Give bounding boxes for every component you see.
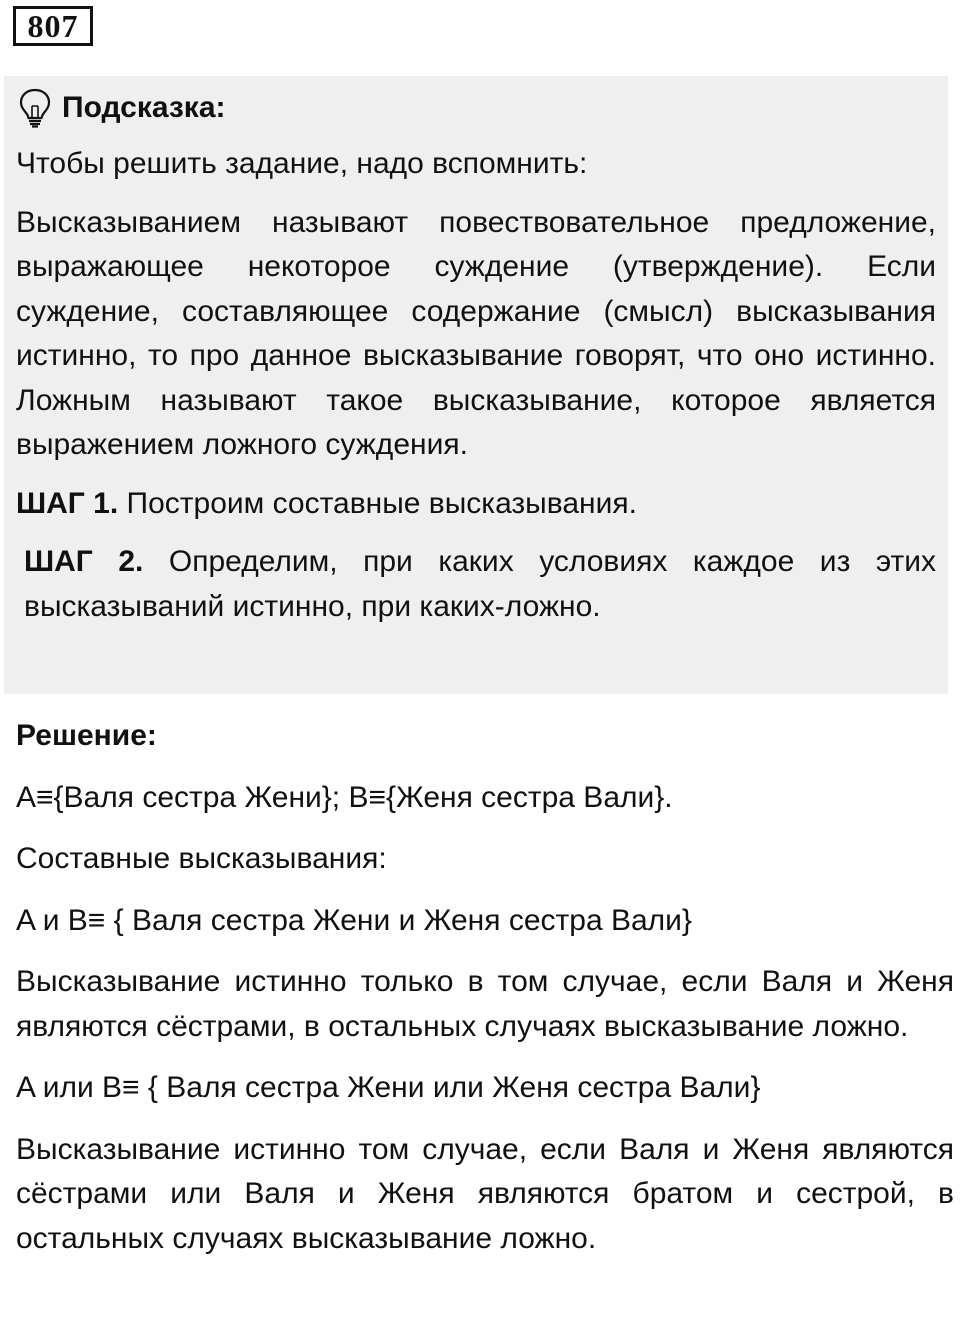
lightbulb-icon	[18, 88, 52, 128]
solution-definitions: A≡{Валя сестра Жени}; B≡{Женя сестра Вали}.	[16, 780, 673, 814]
step-1-text: Построим составные высказывания.	[118, 486, 637, 520]
step-1-label: ШАГ 1.	[16, 486, 119, 520]
solution-title: Решение:	[16, 719, 157, 752]
step-2-label: ШАГ 2.	[24, 545, 144, 578]
compound-intro: Составные высказывания:	[16, 842, 387, 875]
hint-header	[16, 86, 936, 130]
task-number: 807	[13, 6, 93, 46]
step-2	[16, 540, 936, 629]
or-explanation: Высказывание истинно том случае, если Валя и Женя являются сёстрами или Валя и Женя являются братом и сестрой, в остальных случаях высказывание ложно.	[16, 1132, 954, 1255]
hint-definition: Высказыванием называют повествовательное предложение, выражающее некоторое суждение (утверждение). Если суждение, составляющее содержание (смысл) высказывания истинно, то про данное высказывание говорят, что оно истинно. Ложным называют такое высказывание, которое является выражением ложного суждения.	[16, 205, 936, 461]
step-2-text: Определим, при каких условиях каждое из этих высказываний истинно, при каких-ложно.	[24, 545, 936, 623]
and-explanation: Высказывание истинно только в том случае, если Валя и Женя являются сёстрами, в остальных случаях высказывание ложно.	[16, 965, 954, 1043]
step-1	[16, 482, 936, 527]
or-expression: A или B≡ { Валя сестра Жени или Женя сестра Вали}	[16, 1071, 761, 1104]
hint-title: Подсказка:	[62, 91, 226, 124]
hint-box	[4, 76, 948, 694]
hint-intro: Чтобы решить задание, надо вспомнить:	[16, 147, 588, 180]
solution-section	[16, 714, 954, 1278]
and-expression: A и B≡ { Валя сестра Жени и Женя сестра Вали}	[16, 903, 692, 937]
